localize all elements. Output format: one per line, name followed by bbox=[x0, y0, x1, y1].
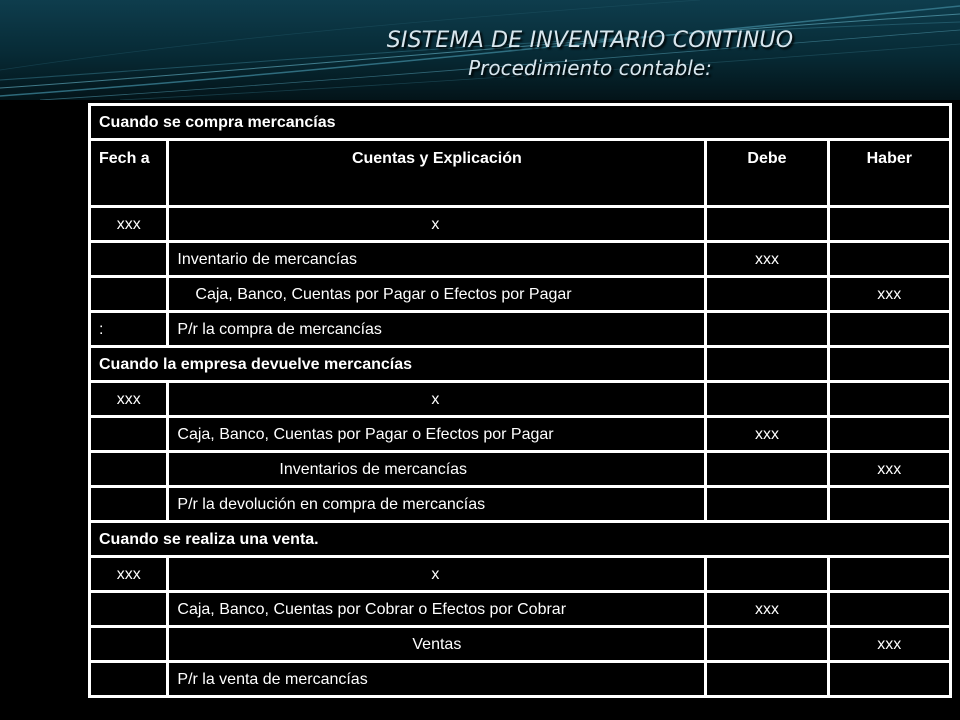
table-row bbox=[91, 628, 949, 660]
journal-table bbox=[88, 103, 952, 698]
cell-debe bbox=[707, 278, 826, 310]
cell-cuenta: P/r la compra de mercancías bbox=[169, 313, 704, 345]
table-row bbox=[91, 488, 949, 520]
table-row bbox=[91, 313, 949, 345]
table-row bbox=[91, 278, 949, 310]
header-cuentas: Cuentas y Explicación bbox=[169, 141, 704, 205]
cell-fecha bbox=[91, 278, 166, 310]
cell-fecha: : bbox=[91, 313, 166, 345]
cell-haber bbox=[830, 313, 949, 345]
table-row bbox=[91, 663, 949, 695]
cell-fecha bbox=[91, 628, 166, 660]
cell-haber bbox=[830, 348, 949, 380]
cell-haber bbox=[830, 208, 949, 240]
cell-haber: xxx bbox=[830, 628, 949, 660]
cell-cuenta: P/r la venta de mercancías bbox=[169, 663, 704, 695]
cell-cuenta: x bbox=[169, 558, 704, 590]
cell-cuenta: Inventario de mercancías bbox=[169, 243, 704, 275]
cell-debe: xxx bbox=[707, 593, 826, 625]
section-heading: Cuando la empresa devuelve mercancías bbox=[91, 348, 704, 380]
cell-fecha bbox=[91, 488, 166, 520]
cell-fecha bbox=[91, 418, 166, 450]
section-heading: Cuando se compra mercancías bbox=[91, 106, 949, 138]
cell-cuenta: x bbox=[169, 383, 704, 415]
section-heading-row bbox=[91, 523, 949, 555]
table-row bbox=[91, 243, 949, 275]
title-line-1: SISTEMA DE INVENTARIO CONTINUO bbox=[386, 28, 794, 53]
cell-debe bbox=[707, 313, 826, 345]
cell-debe bbox=[707, 488, 826, 520]
cell-cuenta: Caja, Banco, Cuentas por Pagar o Efectos por Pagar bbox=[169, 418, 704, 450]
cell-haber: xxx bbox=[830, 453, 949, 485]
cell-fecha: xxx bbox=[91, 558, 166, 590]
cell-haber bbox=[830, 418, 949, 450]
cell-fecha bbox=[91, 663, 166, 695]
cell-haber bbox=[830, 558, 949, 590]
section-heading-row bbox=[91, 348, 949, 380]
cell-fecha bbox=[91, 593, 166, 625]
cell-fecha: xxx bbox=[91, 383, 166, 415]
header-row bbox=[91, 141, 949, 205]
cell-debe: xxx bbox=[707, 418, 826, 450]
title-line-2: Procedimiento contable: bbox=[468, 56, 712, 80]
cell-debe bbox=[707, 383, 826, 415]
cell-haber bbox=[830, 243, 949, 275]
cell-cuenta: x bbox=[169, 208, 704, 240]
header-fecha: Fech a bbox=[91, 141, 166, 205]
table-row bbox=[91, 453, 949, 485]
table-row bbox=[91, 208, 949, 240]
cell-debe: xxx bbox=[707, 243, 826, 275]
cell-haber bbox=[830, 593, 949, 625]
cell-cuenta: Inventarios de mercancías bbox=[169, 453, 704, 485]
cell-haber bbox=[830, 488, 949, 520]
cell-fecha bbox=[91, 243, 166, 275]
cell-cuenta: Caja, Banco, Cuentas por Pagar o Efectos por Pagar bbox=[169, 278, 704, 310]
cell-fecha: xxx bbox=[91, 208, 166, 240]
table-row bbox=[91, 558, 949, 590]
cell-debe bbox=[707, 558, 826, 590]
cell-fecha bbox=[91, 453, 166, 485]
cell-haber bbox=[830, 383, 949, 415]
section-heading-row bbox=[91, 106, 949, 138]
cell-debe bbox=[707, 453, 826, 485]
header-debe: Debe bbox=[707, 141, 826, 205]
header-haber: Haber bbox=[830, 141, 949, 205]
section-heading: Cuando se realiza una venta. bbox=[91, 523, 949, 555]
table-row bbox=[91, 418, 949, 450]
cell-cuenta: P/r la devolución en compra de mercancías bbox=[169, 488, 704, 520]
table-row bbox=[91, 593, 949, 625]
table-row bbox=[91, 383, 949, 415]
cell-cuenta: Ventas bbox=[169, 628, 704, 660]
cell-debe bbox=[707, 208, 826, 240]
cell-haber bbox=[830, 663, 949, 695]
cell-debe bbox=[707, 348, 826, 380]
cell-haber: xxx bbox=[830, 278, 949, 310]
cell-debe bbox=[707, 628, 826, 660]
cell-cuenta: Caja, Banco, Cuentas por Cobrar o Efectos por Cobrar bbox=[169, 593, 704, 625]
slide-title bbox=[300, 28, 880, 80]
cell-debe bbox=[707, 663, 826, 695]
